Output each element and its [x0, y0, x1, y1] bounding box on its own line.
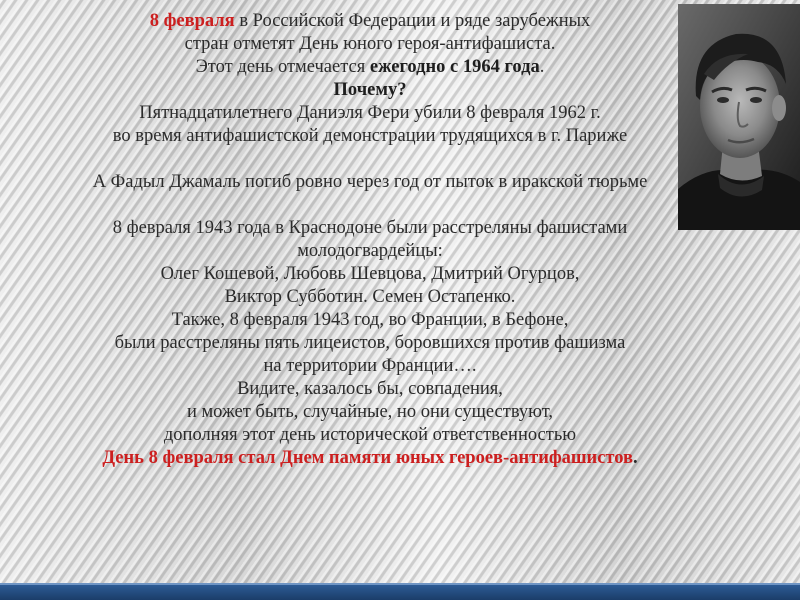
spacer [0, 148, 740, 171]
final-period: . [633, 448, 638, 468]
names-line-2: Виктор Субботин. Семен Остапенко. [224, 287, 516, 307]
coincidence-line-1: Видите, казалось бы, совпадения, [237, 379, 503, 399]
france-line-2: были расстреляны пять лицеистов, боровшихся против фашизма [114, 333, 626, 353]
intro-line-2: стран отметят День юного героя-антифашиста. [184, 34, 556, 54]
krasnodon-line-2: молодогвардейцы: [297, 241, 443, 261]
intro-line-1 [0, 10, 740, 33]
intro-line-1-rest: в Российской Федерации и ряде зарубежных [234, 11, 591, 31]
feri-line-1: Пятнадцатилетнего Даниэля Фери убили 8 февраля 1962 г. [139, 103, 601, 123]
intro-date: 8 февраля [149, 11, 235, 31]
coincidence-line-2: и может быть, случайные, но они существуют, [186, 402, 554, 422]
names-line-1: Олег Кошевой, Любовь Шевцова, Дмитрий Огурцов, [160, 264, 580, 284]
bottom-bar [0, 583, 800, 600]
intro-line-3-end: . [539, 57, 545, 77]
spacer [0, 194, 740, 217]
france-line-3: на территории Франции…. [263, 356, 477, 376]
coincidence-line-3: дополняя этот день исторической ответственностью [163, 425, 577, 445]
jamal-line: А Фадыл Джамаль погиб ровно через год от пыток в иракской тюрьме [92, 172, 648, 192]
feri-line-2: во время антифашистской демонстрации трудящихся в г. Париже [112, 126, 628, 146]
final-statement: День 8 февраля стал Днем памяти юных героев-антифашистов [102, 448, 634, 468]
question-line: Почему? [333, 80, 407, 100]
slide-text [0, 10, 740, 470]
final-line [0, 447, 740, 470]
france-line-1: Также, 8 февраля 1943 год, во Франции, в Бефоне, [171, 310, 569, 330]
intro-line-3-bold: ежегодно с 1964 года [369, 57, 540, 77]
krasnodon-line-1: 8 февраля 1943 года в Краснодоне были расстреляны фашистами [112, 218, 628, 238]
intro-line-3-start: Этот день отмечается [195, 57, 370, 77]
intro-line-3 [0, 56, 740, 79]
